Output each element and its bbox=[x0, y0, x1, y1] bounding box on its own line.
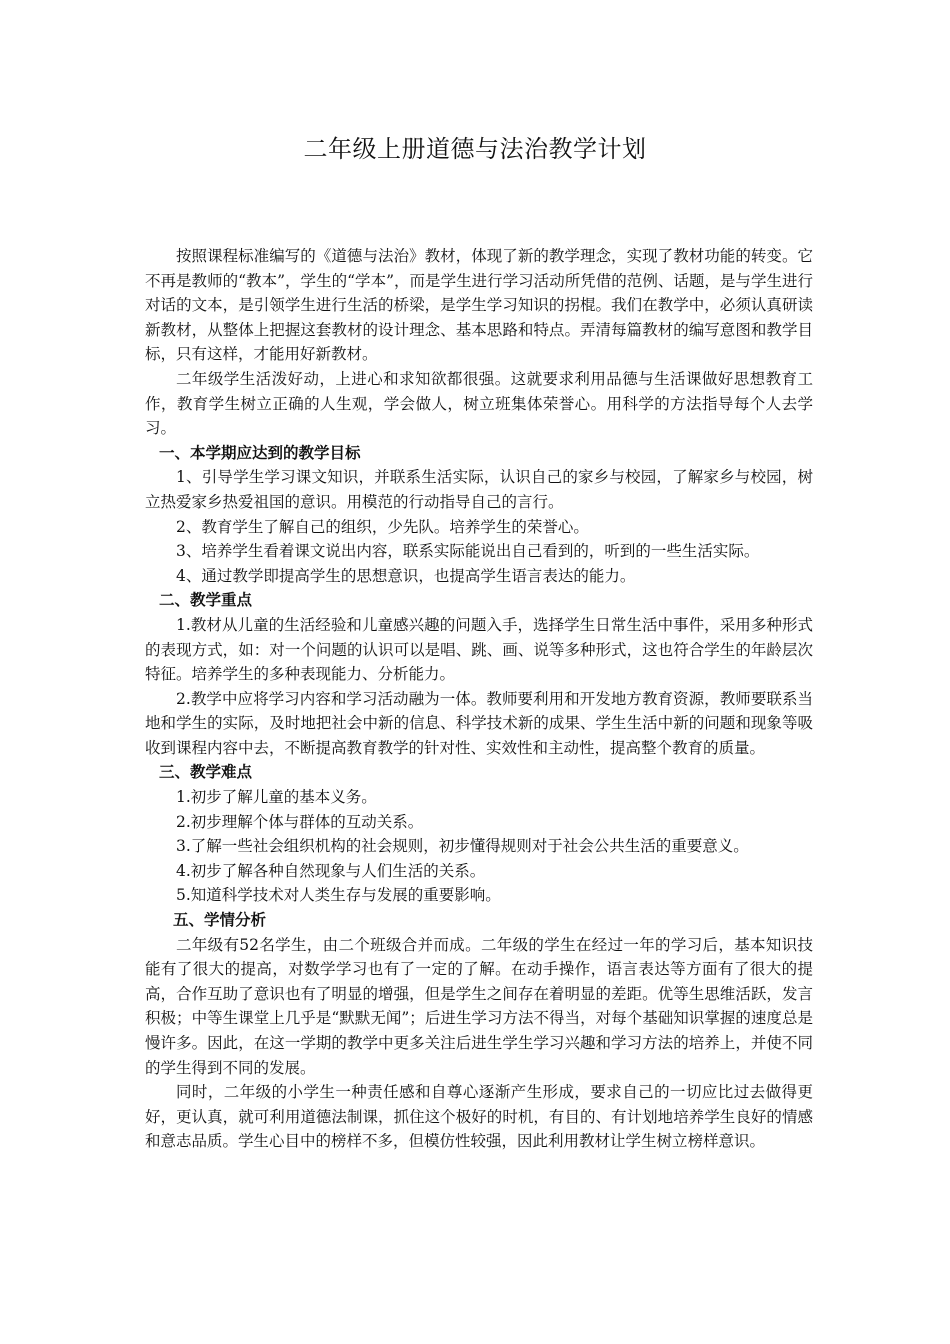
section-heading-difficulties: 三、教学难点 bbox=[159, 762, 253, 782]
section-heading-goals: 一、本学期应达到的教学目标 bbox=[159, 442, 361, 462]
difficulty-item-1: 1.初步了解儿童的基本义务。 bbox=[176, 788, 377, 807]
goal-item-1: 1、引导学生学习课文知识，并联系生活实际，认识自己的家乡与校园，了解家乡与校园，树立热爱家乡热爱祖国的意识。用模范的行动指导自己的言行。 bbox=[145, 468, 813, 511]
document-title: 二年级上册道德与法治教学计划 bbox=[303, 135, 647, 163]
key-point-item-1: 1.教材从儿童的生活经验和儿童感兴趣的问题入手，选择学生日常生活中事件，采用多种形式的表现方式，如：对一个问题的认识可以是唱、跳、画、说等多种形式，这也符合学生的年龄层次特征。培养学生的多种表现能力、分析能力。 bbox=[145, 615, 813, 684]
difficulty-item-2: 2.初步理解个体与群体的互动关系。 bbox=[176, 812, 424, 831]
section-heading-key-points: 二、教学重点 bbox=[159, 590, 253, 610]
difficulty-item-3: 3.了解一些社会组织机构的社会规则，初步懂得规则对于社会公共生活的重要意义。 bbox=[176, 837, 749, 856]
analysis-paragraph-2: 同时，二年级的小学生一种责任感和自尊心逐渐产生形成，要求自己的一切应比过去做得更好，更认真，就可利用道德法制课，抓住这个极好的时机，有目的、有计划地培养学生良好的情感和意志品质。学生心目中的榜样不多，但模仿性较强，因此利用教材让学生树立榜样意识。 bbox=[145, 1083, 813, 1151]
goal-item-4: 4、通过教学即提高学生的思想意识，也提高学生语言表达的能力。 bbox=[176, 566, 636, 585]
intro-paragraph-1: 按照课程标准编写的《道德与法治》教材，体现了新的教学理念，实现了教材功能的转变。它不再是教师的“教本”，学生的“学本”，而是学生进行学习活动所凭借的范例、话题，是与学生进行对话的文本，是引领学生进行生活的桥梁，是学生学习知识的拐棍。我们在教学中，必须认真研读新教材，从整体上把握这套教材的设计理念、基本思路和特点。弄清每篇教材的编写意图和教学目标，只有这样，才能用好新教材。 bbox=[145, 247, 813, 364]
goal-item-3: 3、培养学生看着课文说出内容，联系实际能说出自己看到的，听到的一些生活实际。 bbox=[176, 542, 760, 561]
document-body bbox=[145, 244, 813, 1154]
difficulty-item-5: 5.知道科学技术对人类生存与发展的重要影响。 bbox=[176, 886, 501, 905]
intro-paragraph-2: 二年级学生活泼好动，上进心和求知欲都很强。这就要求利用品德与生活课做好思想教育工作，教育学生树立正确的人生观，学会做人，树立班集体荣誉心。用科学的方法指导每个人去学习。 bbox=[145, 369, 813, 438]
difficulty-item-4: 4.初步了解各种自然现象与人们生活的关系。 bbox=[176, 861, 486, 880]
key-point-item-2: 2.教学中应将学习内容和学习活动融为一体。教师要利用和开发地方教育资源，教师要联系当地和学生的实际，及时地把社会中新的信息、科学技术新的成果、学生生活中新的问题和现象等吸收到课程内容中去，不断提高教育教学的针对性、实效性和主动性，提高整个教育的质量。 bbox=[145, 689, 813, 757]
analysis-paragraph-1: 二年级有52名学生，由二个班级合并而成。二年级的学生在经过一年的学习后，基本知识技能有了很大的提高，对数学学习也有了一定的了解。在动手操作，语言表达等方面有了很大的提高，合作互助了意识也有了明显的增强，但是学生之间存在着明显的差距。优等生思维活跃，发言积极；中等生课堂上几乎是“默默无闻”；后进生学习方法不得当，对每个基础知识掌握的速度总是慢许多。因此，在这一学期的教学中更多关注后进生学生学习兴趣和学习方法的培养上，并使不同的学生得到不同的发展。 bbox=[145, 935, 813, 1077]
goal-item-2: 2、教育学生了解自己的组织，少先队。培养学生的荣誉心。 bbox=[176, 517, 589, 536]
section-heading-student-analysis: 五、学情分析 bbox=[173, 910, 267, 930]
